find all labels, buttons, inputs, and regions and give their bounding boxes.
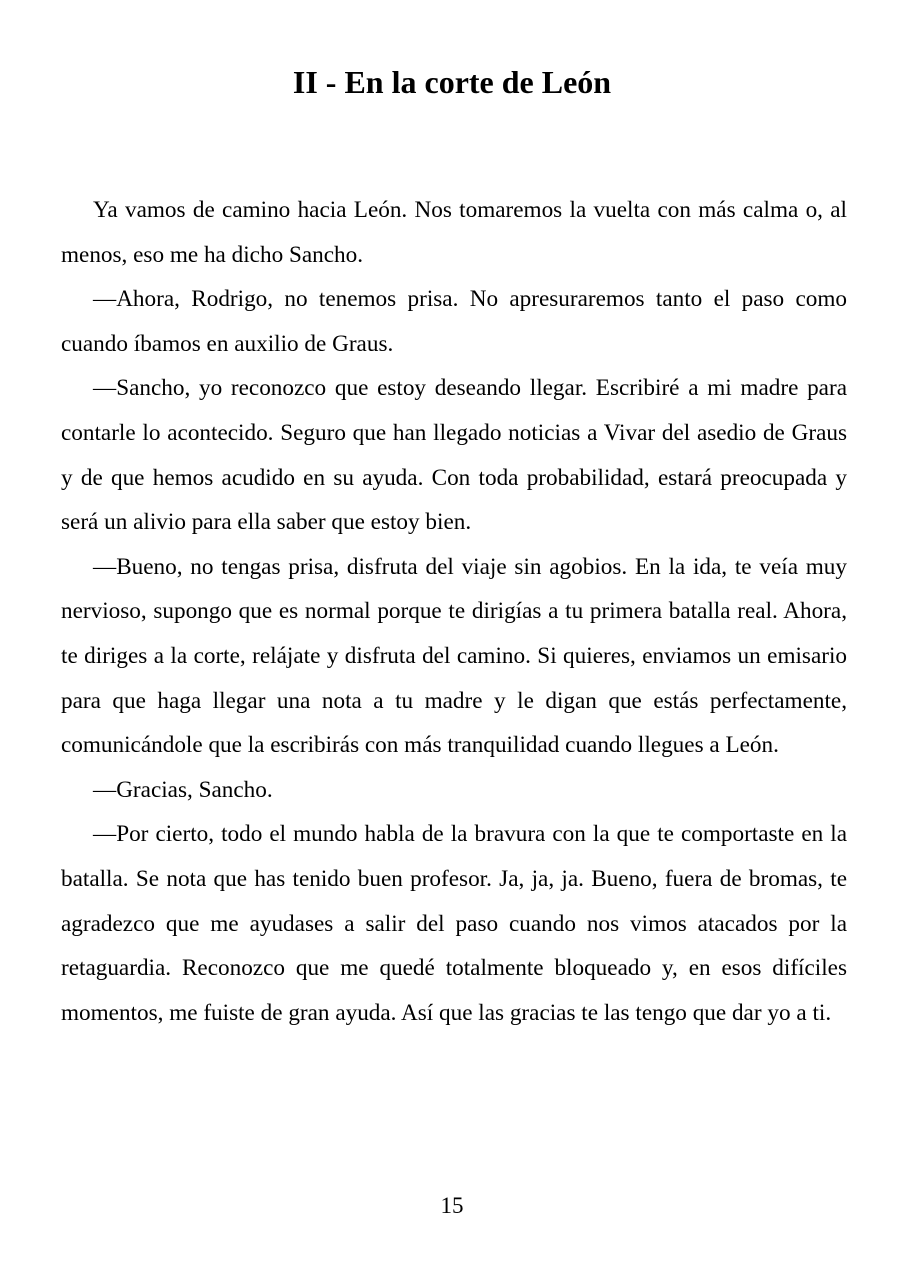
paragraph: —Sancho, yo reconozco que estoy deseando llegar. Escribiré a mi madre para contarle lo acontecido. Seguro que han llegado noticias a Vivar del asedio de Graus y de que hemos acudido en su ayuda. Con toda probabilidad, estará preocupada y será un alivio para ella saber que estoy bien. — [61, 375, 847, 536]
paragraph: —Ahora, Rodrigo, no tenemos prisa. No apresuraremos tanto el paso como cuando íbamos en auxilio de Graus. — [61, 286, 847, 357]
chapter-body — [61, 188, 847, 1035]
paragraph: Ya vamos de camino hacia León. Nos tomaremos la vuelta con más calma o, al menos, eso me ha dicho Sancho. — [61, 197, 847, 268]
paragraph: —Gracias, Sancho. — [93, 776, 273, 803]
paragraph: —Por cierto, todo el mundo habla de la bravura con la que te comportaste en la batalla. Se nota que has tenido buen profesor. Ja, ja, ja. Bueno, fuera de bromas, te agradezco que me ayudases a salir del paso cuando nos vimos atacados por la retaguardia. Reconozco que me quedé totalmente bloqueado y, en esos difíciles momentos, me fuiste de gran ayuda. Así que las gracias te las tengo que dar yo a ti. — [61, 821, 847, 1026]
chapter-title: II - En la corte de León — [292, 64, 612, 100]
paragraph: —Bueno, no tengas prisa, disfruta del viaje sin agobios. En la ida, te veía muy nervioso, supongo que es normal porque te dirigías a tu primera batalla real. Ahora, te diriges a la corte, relájate y disfruta del camino. Si quieres, enviamos un emisario para que haga llegar una nota a tu madre y le digan que estás perfectamente, comunicándole que la escribirás con más tranquilidad cuando llegues a León. — [61, 553, 847, 759]
page-number: 15 — [440, 1193, 464, 1218]
